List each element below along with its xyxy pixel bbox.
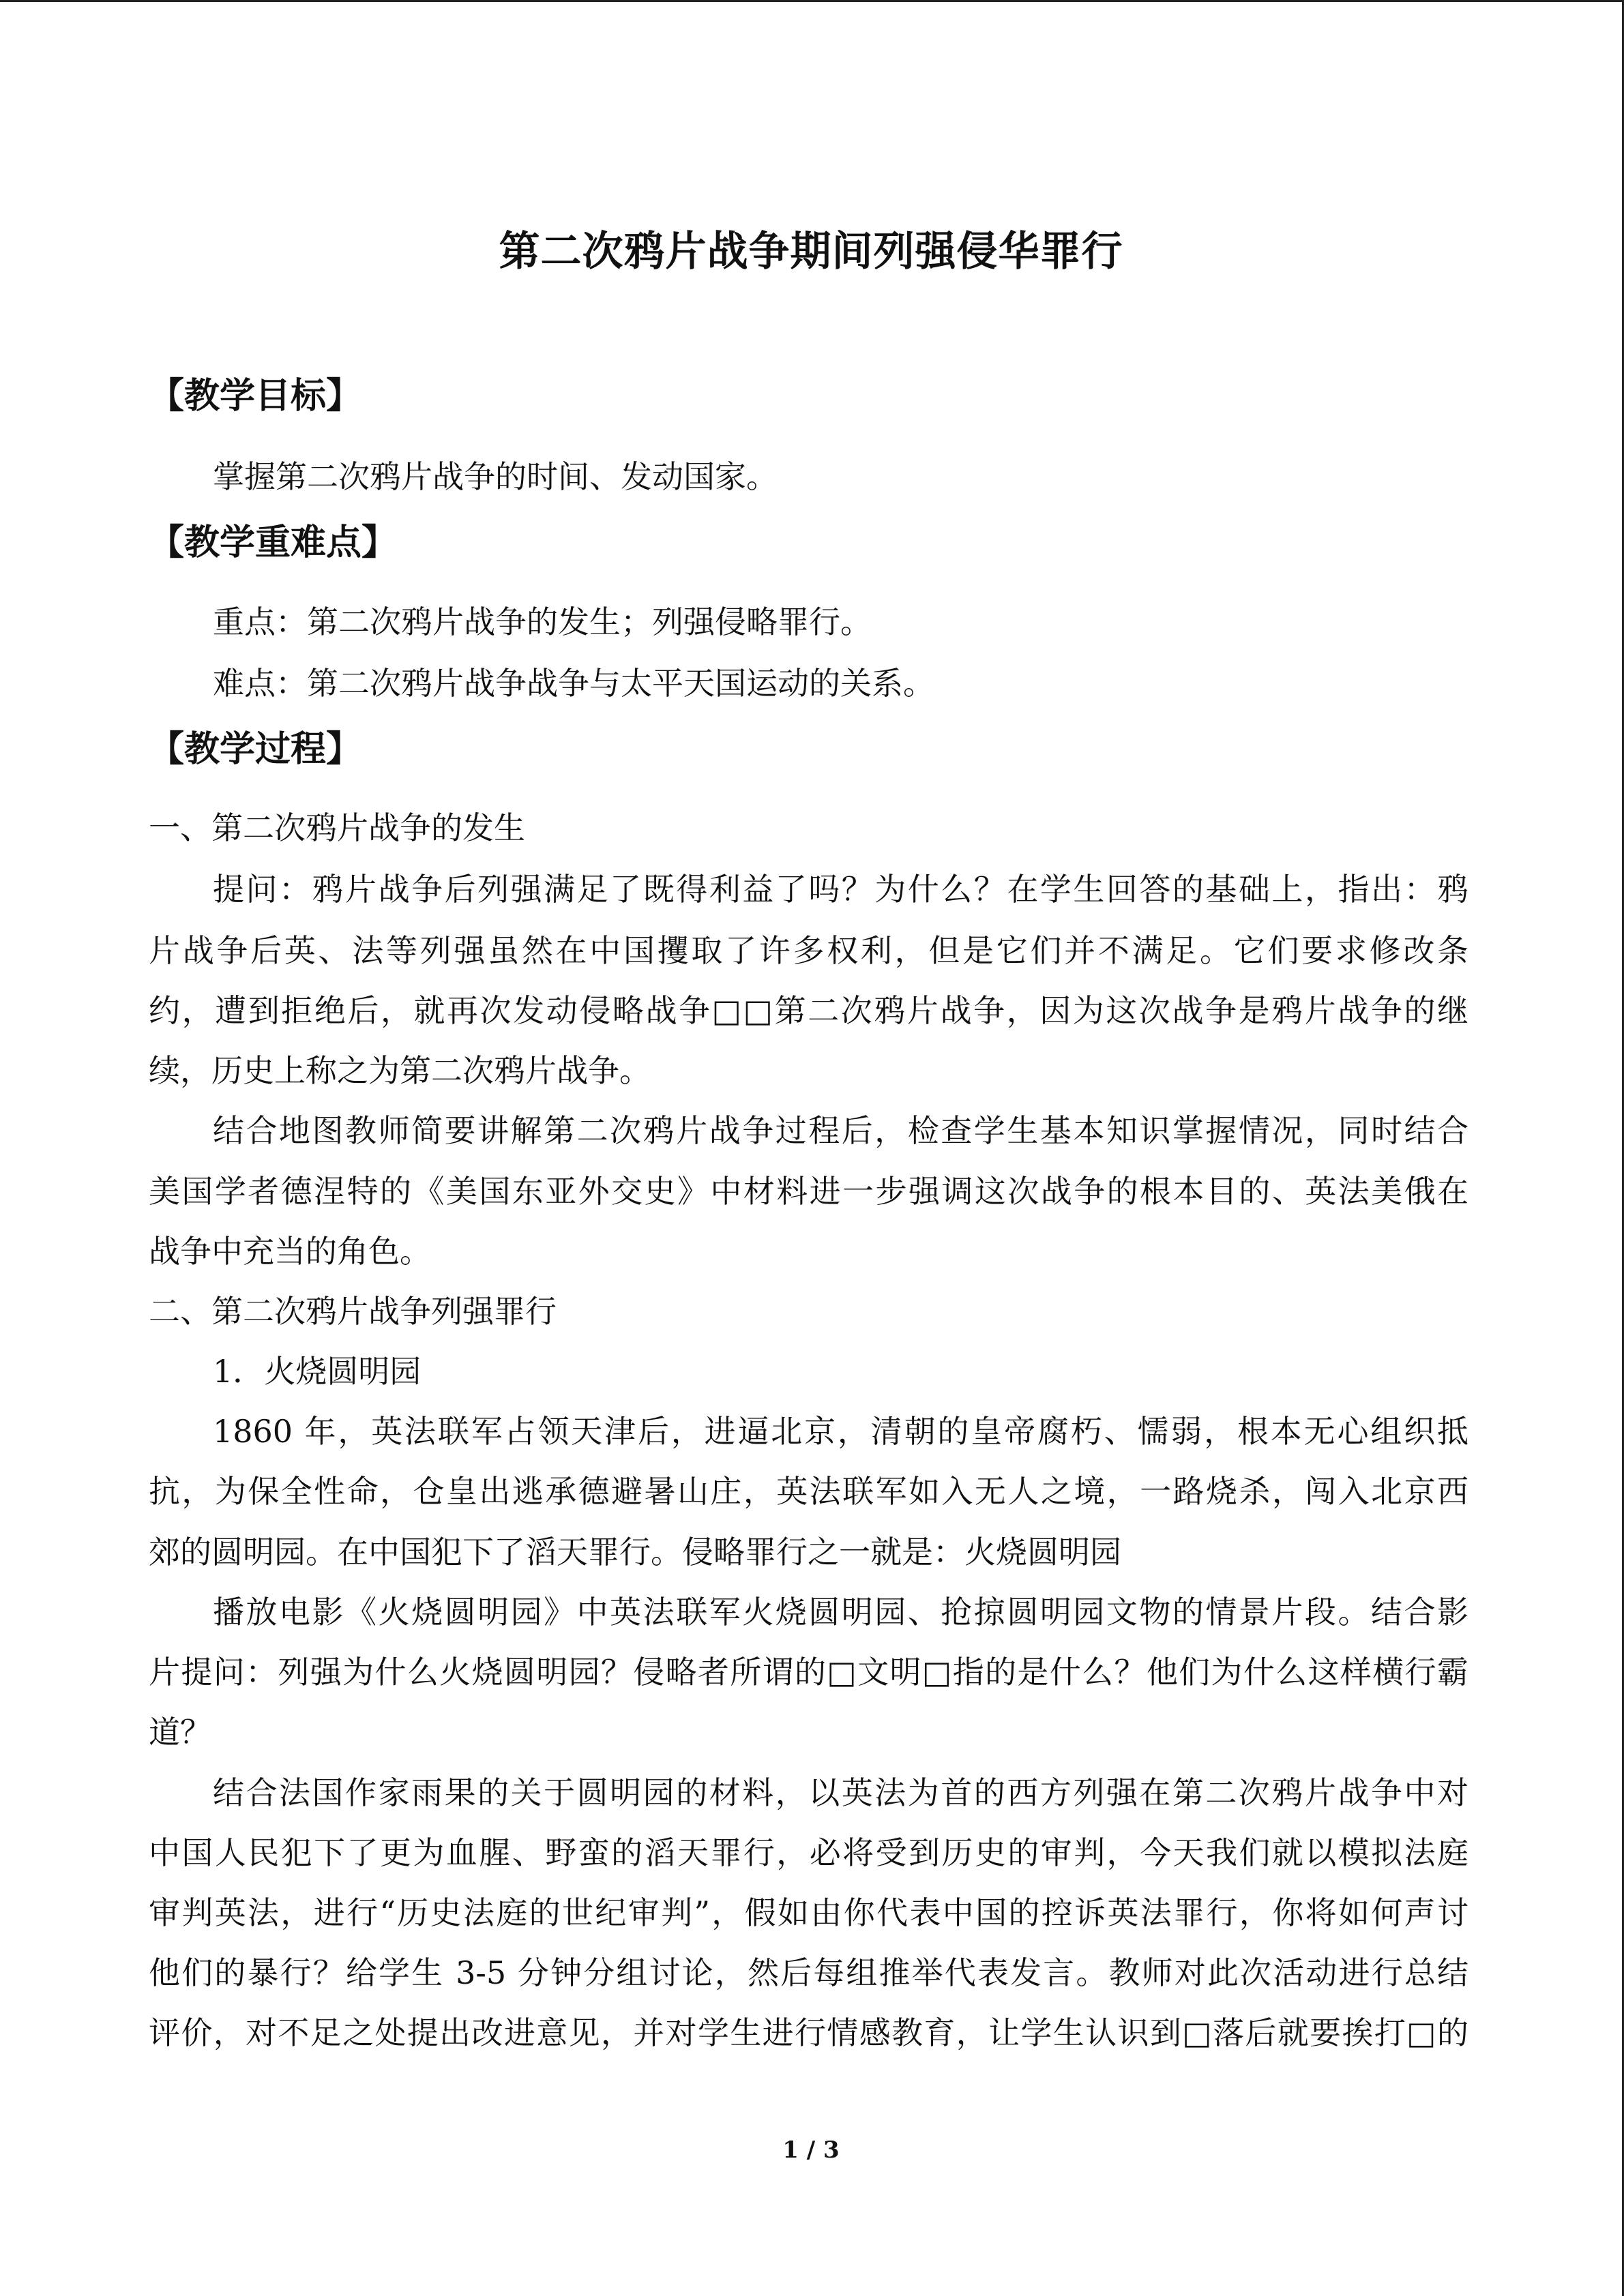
paragraph-line: 1860 年，英法联军占领天津后，进逼北京，清朝的皇帝腐朽、懦弱，根本无心组织抵 bbox=[213, 1413, 1468, 1450]
paragraph-line: 提问：鸦片战争后列强满足了既得利益了吗？为什么？在学生回答的基础上，指出：鸦 bbox=[213, 871, 1468, 908]
heading-process: 【教学过程】 bbox=[149, 728, 362, 770]
page-number: 1 / 3 bbox=[782, 2136, 840, 2164]
section1-title: 一、第二次鸦片战争的发生 bbox=[149, 809, 525, 846]
page-title: 第二次鸦片战争期间列强侵华罪行 bbox=[499, 228, 1123, 275]
paragraph-line: 道？ bbox=[149, 1714, 211, 1750]
paragraph-line: 审判英法，进行“历史法庭的世纪审判”，假如由你代表中国的控诉英法罪行，你将如何声讨 bbox=[149, 1894, 1468, 1931]
paragraph-line: 结合法国作家雨果的关于圆明园的材料，以英法为首的西方列强在第二次鸦片战争中对 bbox=[213, 1774, 1468, 1811]
key-point-text: 重点：第二次鸦片战争的发生；列强侵略罪行。 bbox=[213, 603, 872, 640]
paragraph-line: 他们的暴行？给学生 3-5 分钟分组讨论，然后每组推举代表发言。教师对此次活动进行总结 bbox=[149, 1954, 1468, 1991]
section2-title: 二、第二次鸦片战争列强罪行 bbox=[149, 1293, 557, 1330]
paragraph-line: 郊的圆明园。在中国犯下了滔天罪行。侵略罪行之一就是：火烧圆明园 bbox=[149, 1534, 1121, 1570]
paragraph-line: 片战争后英、法等列强虽然在中国攫取了许多权利，但是它们并不满足。它们要求修改条 bbox=[149, 932, 1468, 969]
section2-subtitle: 1．火烧圆明园 bbox=[213, 1353, 422, 1390]
paragraph-line: 评价，对不足之处提出改进意见，并对学生进行情感教育，让学生认识到□落后就要挨打□的 bbox=[149, 2014, 1468, 2051]
paragraph-line: 战争中充当的角色。 bbox=[149, 1233, 431, 1270]
paragraph-line: 约，遭到拒绝后，就再次发动侵略战争□□第二次鸦片战争，因为这次战争是鸦片战争的继 bbox=[149, 992, 1468, 1029]
paragraph-line: 续，历史上称之为第二次鸦片战争。 bbox=[149, 1052, 651, 1089]
paragraph-line: 结合地图教师简要讲解第二次鸦片战争过程后，检查学生基本知识掌握情况，同时结合 bbox=[213, 1112, 1468, 1149]
paragraph-line: 中国人民犯下了更为血腥、野蛮的滔天罪行，必将受到历史的审判，今天我们就以模拟法庭 bbox=[149, 1834, 1468, 1871]
objectives-text: 掌握第二次鸦片战争的时间、发动国家。 bbox=[213, 458, 778, 495]
paragraph-line: 片提问：列强为什么火烧圆明园？侵略者所谓的□文明□指的是什么？他们为什么这样横行霸 bbox=[149, 1654, 1468, 1690]
heading-key-points: 【教学重难点】 bbox=[149, 522, 398, 563]
heading-objectives: 【教学目标】 bbox=[149, 375, 362, 417]
paragraph-line: 美国学者德涅特的《美国东亚外交史》中材料进一步强调这次战争的根本目的、英法美俄在 bbox=[149, 1173, 1468, 1210]
paragraph-line: 播放电影《火烧圆明园》中英法联军火烧圆明园、抢掠圆明园文物的情景片段。结合影 bbox=[213, 1594, 1468, 1630]
paragraph-line: 抗，为保全性命，仓皇出逃承德避暑山庄，英法联军如入无人之境，一路烧杀，闯入北京西 bbox=[149, 1473, 1468, 1510]
difficult-point-text: 难点：第二次鸦片战争战争与太平天国运动的关系。 bbox=[213, 665, 934, 702]
